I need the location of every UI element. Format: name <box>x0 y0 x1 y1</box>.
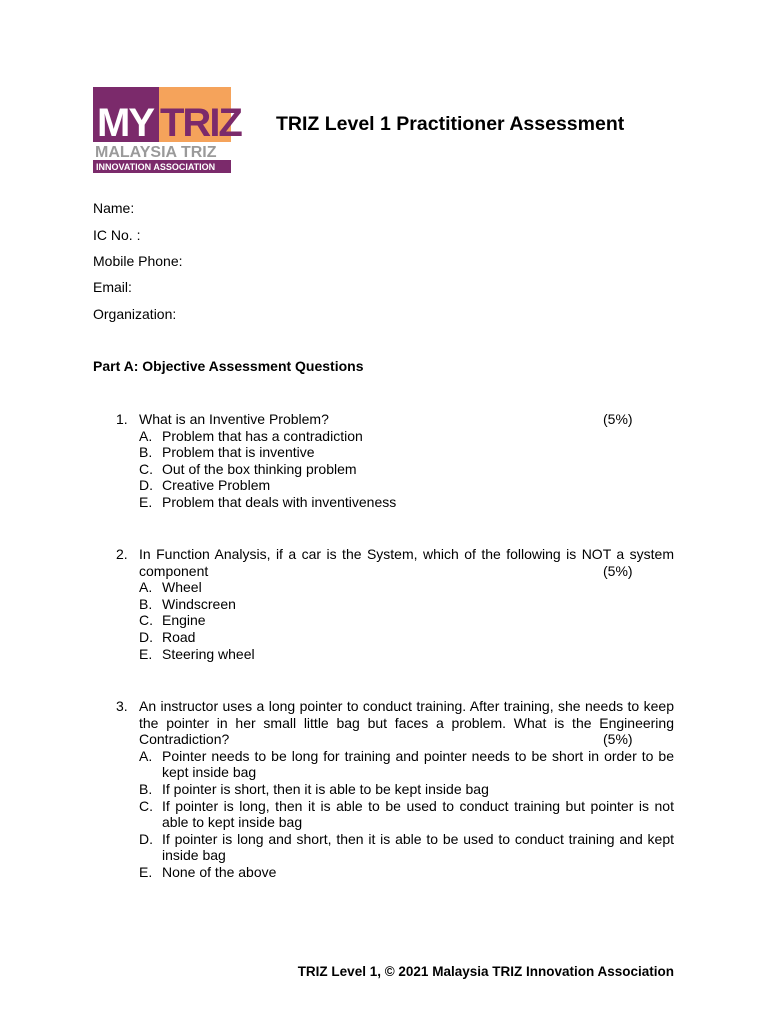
question-2 <box>116 546 674 662</box>
option-letter: D. <box>139 830 153 847</box>
option-text: Problem that is inventive <box>162 444 315 461</box>
question-number: 3. <box>116 698 128 714</box>
option-text: Wheel <box>162 579 202 596</box>
option <box>139 646 674 663</box>
question-1 <box>116 411 674 511</box>
option-text: Pointer needs to be long for training and pointer needs to be short in order to be kept inside bag <box>162 747 674 781</box>
logo-text-innovation-association: INNOVATION ASSOCIATION <box>96 162 216 172</box>
option-text: If pointer is long and short, then it is able to be used to conduct training and kept inside bag <box>162 830 674 864</box>
option <box>139 579 674 596</box>
option-letter: C. <box>139 612 153 629</box>
question-marks: (5%) <box>603 562 633 579</box>
option-text: Road <box>162 628 196 645</box>
option-letter: E. <box>139 645 153 662</box>
logo-text-my: MY <box>97 101 153 145</box>
option-letter: E. <box>139 493 153 510</box>
option-letter: A. <box>139 579 153 596</box>
option-text: Problem that has a contradiction <box>162 427 363 444</box>
option <box>139 612 674 629</box>
option <box>139 781 674 798</box>
question-number: 2. <box>116 546 128 562</box>
option-text: Problem that deals with inventiveness <box>162 493 397 510</box>
option-letter: B. <box>139 595 153 612</box>
question-3 <box>116 698 674 881</box>
option-text: None of the above <box>162 863 277 880</box>
field-name-label: Name: <box>93 200 135 216</box>
option-letter: A. <box>139 427 153 444</box>
option-letter: A. <box>139 747 153 764</box>
question-text: In Function Analysis, if a car is the System, which of the following is NOT a system component <box>139 546 674 579</box>
option <box>139 831 674 864</box>
option <box>139 461 674 478</box>
field-email-label: Email: <box>93 279 132 295</box>
option <box>139 864 674 881</box>
option-text: Windscreen <box>162 595 236 612</box>
mytriz-logo <box>93 87 241 173</box>
page-title: TRIZ Level 1 Practitioner Assessment <box>276 113 625 135</box>
option-letter: B. <box>139 780 153 797</box>
field-organization-label: Organization: <box>93 306 177 322</box>
option-text: If pointer is short, then it is able to be kept inside bag <box>162 780 489 797</box>
option <box>139 798 674 831</box>
option <box>139 444 674 461</box>
option-letter: D. <box>139 628 153 645</box>
option-text: If pointer is long, then it is able to be used to conduct training but pointer is not able to kept inside bag <box>162 797 674 831</box>
option-letter: B. <box>139 444 153 461</box>
option-letter: D. <box>139 477 153 494</box>
option-text: Engine <box>162 612 206 629</box>
logo-text-triz: TRIZ <box>160 101 241 145</box>
logo-text-malaysia-triz: MALAYSIA TRIZ <box>95 144 217 161</box>
field-ic-label: IC No. : <box>93 227 141 243</box>
option <box>139 596 674 613</box>
field-mobile-label: Mobile Phone: <box>93 253 183 269</box>
option-text: Steering wheel <box>162 645 255 662</box>
page-footer: TRIZ Level 1, © 2021 Malaysia TRIZ Innovation Association <box>297 964 674 979</box>
option <box>139 494 674 511</box>
question-text: An instructor uses a long pointer to conduct training. After training, she needs to keep the pointer in her small little bag but faces a problem. What is the Engineering Contradiction? <box>139 698 674 748</box>
option-letter: C. <box>139 460 153 477</box>
option <box>139 428 674 445</box>
option-text: Out of the box thinking problem <box>162 460 357 477</box>
question-text: What is an Inventive Problem? <box>139 411 329 427</box>
option-letter: E. <box>139 863 153 880</box>
option <box>139 477 674 494</box>
option <box>139 748 674 781</box>
question-number: 1. <box>116 411 128 427</box>
question-marks: (5%) <box>603 731 633 748</box>
option <box>139 629 674 646</box>
option-letter: C. <box>139 797 153 814</box>
part-a-heading: Part A: Objective Assessment Questions <box>93 358 364 374</box>
question-marks: (5%) <box>603 411 633 427</box>
option-text: Creative Problem <box>162 477 271 494</box>
